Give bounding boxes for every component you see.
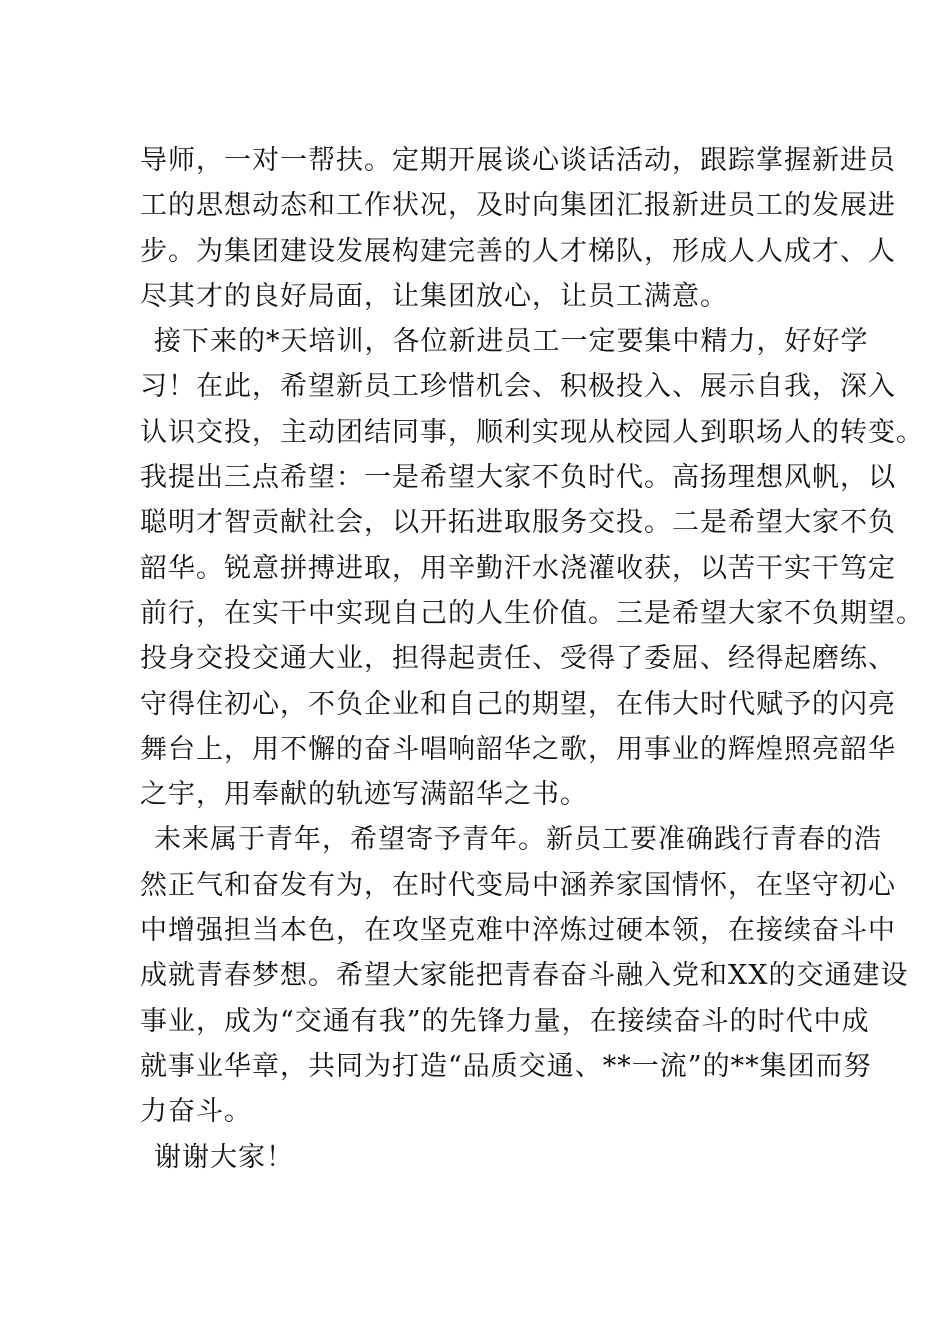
text-line: 事业，成为“交通有我”的先锋力量，在接续奋斗的时代中成 xyxy=(140,1005,870,1037)
text-line: 守得住初心，不负企业和自己的期望，在伟大时代赋予的闪亮 xyxy=(140,688,896,720)
text-line: 步。为集团建设发展构建完善的人才梯队，形成人人成才、人 xyxy=(140,235,896,267)
text-line: 习！在此，希望新员工珍惜机会、积极投入、展示自我，深入 xyxy=(140,371,896,403)
text-line: 投身交投交通大业，担得起责任、受得了委屈、经得起磨练、 xyxy=(140,643,896,675)
text-line: 然正气和奋发有为，在时代变局中涵养家国情怀，在坚守初心 xyxy=(140,869,896,901)
text-line: 工的思想动态和工作状况，及时向集团汇报新进员工的发展进 xyxy=(140,190,896,222)
text-line: 成就青春梦想。希望大家能把青春奋斗融入党和XX的交通建设 xyxy=(140,960,909,992)
text-line: 就事业华章，共同为打造“品质交通、**一流”的**集团而努 xyxy=(140,1050,872,1082)
text-line: 聪明才智贡献社会，以开拓进取服务交投。二是希望大家不负 xyxy=(140,507,896,539)
text-line: 韶华。锐意拼搏进取，用辛勤汗水浇灌收获，以苦干实干笃定 xyxy=(140,552,896,584)
paragraph-first-line: 未来属于青年，希望寄予青年。新员工要准确践行青春的浩 xyxy=(154,824,882,856)
text-line: 尽其才的良好局面，让集团放心，让员工满意。 xyxy=(140,280,728,312)
text-line: 舞台上，用不懈的奋斗唱响韶华之歌，用事业的辉煌照亮韶华 xyxy=(140,733,896,765)
closing-line: 谢谢大家！ xyxy=(154,1141,294,1173)
text-line: 中增强担当本色，在攻坚克难中淬炼过硬本领，在接续奋斗中 xyxy=(140,915,896,947)
text-line: 导师，一对一帮扶。定期开展谈心谈话活动，跟踪掌握新进员 xyxy=(140,145,896,176)
text-line: 前行，在实干中实现自己的人生价值。三是希望大家不负期望。 xyxy=(140,597,924,629)
paragraph-first-line: 接下来的*天培训，各位新进员工一定要集中精力，好好学 xyxy=(154,326,869,358)
document-body xyxy=(140,138,924,1180)
text-line: 认识交投，主动团结同事，顺利实现从校园人到职场人的转变。 xyxy=(140,416,924,448)
text-line: 力奋斗。 xyxy=(140,1096,252,1128)
text-line: 我提出三点希望：一是希望大家不负时代。高扬理想风帆，以 xyxy=(140,462,896,494)
text-line: 之宇，用奉献的轨迹写满韶华之书。 xyxy=(140,779,588,811)
